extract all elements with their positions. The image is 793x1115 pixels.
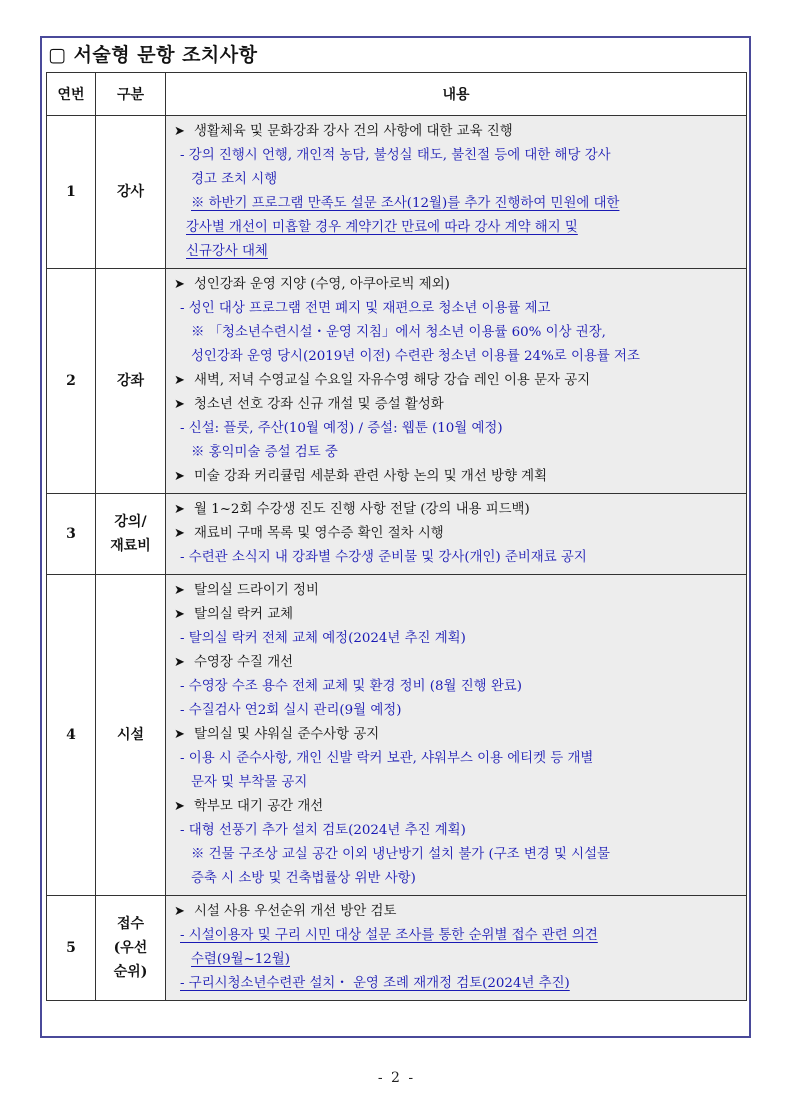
row-content	[166, 269, 747, 494]
line-text: 수영장 수질 개선	[194, 655, 294, 670]
detail-line	[174, 819, 740, 843]
line-text: - 성인 대상 프로그램 전면 폐지 및 재편으로 청소년 이용률 제고	[180, 301, 551, 316]
page-title: ▢ 서술형 문항 조치사항	[48, 44, 258, 66]
main-item	[174, 900, 740, 924]
line-text: 재료비 구매 목록 및 영수증 확인 절차 시행	[194, 526, 444, 541]
arrow-bullet-icon: ➤	[174, 799, 185, 814]
main-item	[174, 465, 740, 489]
page-number: - 2 -	[377, 1070, 416, 1086]
arrow-bullet-icon: ➤	[174, 373, 185, 388]
arrow-bullet-icon: ➤	[174, 607, 185, 622]
main-item	[174, 723, 740, 747]
note-line	[174, 321, 740, 345]
detail-line	[174, 546, 740, 570]
table-header-row	[47, 73, 747, 116]
main-item	[174, 393, 740, 417]
row-number: 1	[47, 116, 96, 269]
main-item	[174, 795, 740, 819]
row-number: 4	[47, 575, 96, 896]
main-item	[174, 651, 740, 675]
line-text: - 강의 진행시 언행, 개인적 농담, 불성실 태도, 불친절 등에 대한 해당 강사	[180, 148, 611, 163]
detail-line	[174, 948, 740, 972]
table-body	[47, 116, 747, 1001]
detail-line	[174, 924, 740, 948]
line-text: 월 1~2회 수강생 진도 진행 사항 전달 (강의 내용 피드백)	[194, 502, 530, 517]
line-text: - 신설: 플룻, 주산(10월 예정) / 증설: 웹툰 (10월 예정)	[180, 421, 503, 436]
detail-line	[174, 417, 740, 441]
header-category: 구분	[96, 73, 166, 116]
arrow-bullet-icon: ➤	[174, 277, 185, 292]
category-line: 강사	[116, 184, 145, 200]
category-line: (우선	[113, 940, 148, 956]
table-row	[47, 575, 747, 896]
main-item	[174, 603, 740, 627]
line-text: 미술 강좌 커리큘럼 세분화 관련 사항 논의 및 개선 방향 계획	[194, 469, 548, 484]
line-text: 새벽, 저녁 수영교실 수요일 자유수영 해당 강습 레인 이용 문자 공지	[194, 373, 591, 388]
detail-line	[174, 144, 740, 168]
detail-line	[174, 168, 740, 192]
detail-line	[174, 675, 740, 699]
line-text: 탈의실 및 샤워실 준수사항 공지	[194, 727, 380, 742]
line-text: 생활체육 및 문화강좌 강사 건의 사항에 대한 교육 진행	[194, 124, 513, 139]
row-content	[166, 575, 747, 896]
detail-line	[174, 345, 740, 369]
note-line	[174, 441, 740, 465]
row-category	[96, 116, 166, 269]
table-row	[47, 896, 747, 1001]
line-text: 증축 시 소방 및 건축법률상 위반 사항)	[191, 871, 416, 886]
line-text: 문자 및 부착물 공지	[191, 775, 308, 790]
main-item	[174, 369, 740, 393]
row-category	[96, 494, 166, 575]
arrow-bullet-icon: ➤	[174, 469, 185, 484]
arrow-bullet-icon: ➤	[174, 727, 185, 742]
line-text: 시설 사용 우선순위 개선 방안 검토	[194, 904, 397, 919]
detail-line	[174, 297, 740, 321]
line-text: ※ 홍익미술 증설 검토 중	[191, 445, 338, 460]
header-content: 내용	[166, 73, 747, 116]
arrow-bullet-icon: ➤	[174, 397, 185, 412]
arrow-bullet-icon: ➤	[174, 502, 185, 517]
category-line: 재료비	[110, 538, 151, 554]
line-text: - 대형 선풍기 추가 설치 검토(2024년 추진 계획)	[180, 823, 466, 838]
table-row	[47, 116, 747, 269]
main-item	[174, 498, 740, 522]
row-category	[96, 269, 166, 494]
row-category	[96, 575, 166, 896]
line-text: 수렴(9월~12월)	[191, 952, 290, 967]
row-number: 3	[47, 494, 96, 575]
detail-line	[174, 699, 740, 723]
line-text: 강사별 개선이 미흡할 경우 계약기간 만료에 따라 강사 계약 해지 및	[186, 220, 578, 235]
category-line: 강좌	[116, 373, 145, 389]
category-line: 시설	[116, 727, 145, 743]
main-item	[174, 120, 740, 144]
line-text: 경고 조치 시행	[191, 172, 278, 187]
line-text: - 탈의실 락커 전체 교체 예정(2024년 추진 계획)	[180, 631, 466, 646]
category-line: 접수	[116, 916, 145, 932]
line-text: 탈의실 락커 교체	[194, 607, 294, 622]
line-text: 청소년 선호 강좌 신규 개설 및 증설 활성화	[194, 397, 444, 412]
category-line: 순위)	[113, 964, 148, 980]
note-line	[174, 843, 740, 867]
line-text: - 이용 시 준수사항, 개인 신발 락커 보관, 샤워부스 이용 에티켓 등 개별	[180, 751, 594, 766]
row-content	[166, 116, 747, 269]
arrow-bullet-icon: ➤	[174, 583, 185, 598]
line-text: - 수영장 수조 용수 전체 교체 및 환경 정비 (8월 진행 완료)	[180, 679, 522, 694]
table-row	[47, 494, 747, 575]
note-line	[174, 192, 740, 216]
main-item	[174, 522, 740, 546]
line-text: ※ 건물 구조상 교실 공간 이외 냉난방기 설치 불가 (구조 변경 및 시설물	[191, 847, 610, 862]
detail-line	[174, 747, 740, 771]
line-text: - 시설이용자 및 구리 시민 대상 설문 조사를 통한 순위별 접수 관련 의견	[180, 928, 598, 943]
arrow-bullet-icon: ➤	[174, 904, 185, 919]
detail-line	[174, 972, 740, 996]
line-text: - 수련관 소식지 내 강좌별 수강생 준비물 및 강사(개인) 준비재료 공지	[180, 550, 587, 565]
row-content	[166, 896, 747, 1001]
line-text: 성인강좌 운영 당시(2019년 이전) 수련관 청소년 이용률 24%로 이용률 저조	[191, 349, 640, 364]
line-text: 학부모 대기 공간 개선	[194, 799, 324, 814]
line-text: ※ 하반기 프로그램 만족도 설문 조사(12월)를 추가 진행하여 민원에 대한	[191, 196, 620, 211]
line-text: - 구리시청소년수련관 설치・ 운영 조례 재개정 검토(2024년 추진)	[180, 976, 570, 991]
header-num: 연번	[47, 73, 96, 116]
measures-table	[46, 72, 747, 1001]
row-number: 2	[47, 269, 96, 494]
arrow-bullet-icon: ➤	[174, 526, 185, 541]
main-item	[174, 579, 740, 603]
detail-line	[174, 771, 740, 795]
main-item	[174, 273, 740, 297]
line-text: 탈의실 드라이기 정비	[194, 583, 319, 598]
arrow-bullet-icon: ➤	[174, 124, 185, 139]
row-content	[166, 494, 747, 575]
table-row	[47, 269, 747, 494]
arrow-bullet-icon: ➤	[174, 655, 185, 670]
line-text: - 수질검사 연2회 실시 관리(9월 예정)	[180, 703, 402, 718]
detail-line	[174, 867, 740, 891]
document-frame	[40, 36, 751, 1038]
detail-line	[174, 240, 740, 264]
line-text: 신규강사 대체	[186, 244, 268, 259]
detail-line	[174, 627, 740, 651]
detail-line	[174, 216, 740, 240]
row-category	[96, 896, 166, 1001]
line-text: 성인강좌 운영 지양 (수영, 아쿠아로빅 제외)	[194, 277, 450, 292]
category-line: 강의/	[114, 514, 147, 530]
row-number: 5	[47, 896, 96, 1001]
line-text: ※ 「청소년수련시설・운영 지침」에서 청소년 이용률 60% 이상 권장,	[191, 325, 606, 340]
